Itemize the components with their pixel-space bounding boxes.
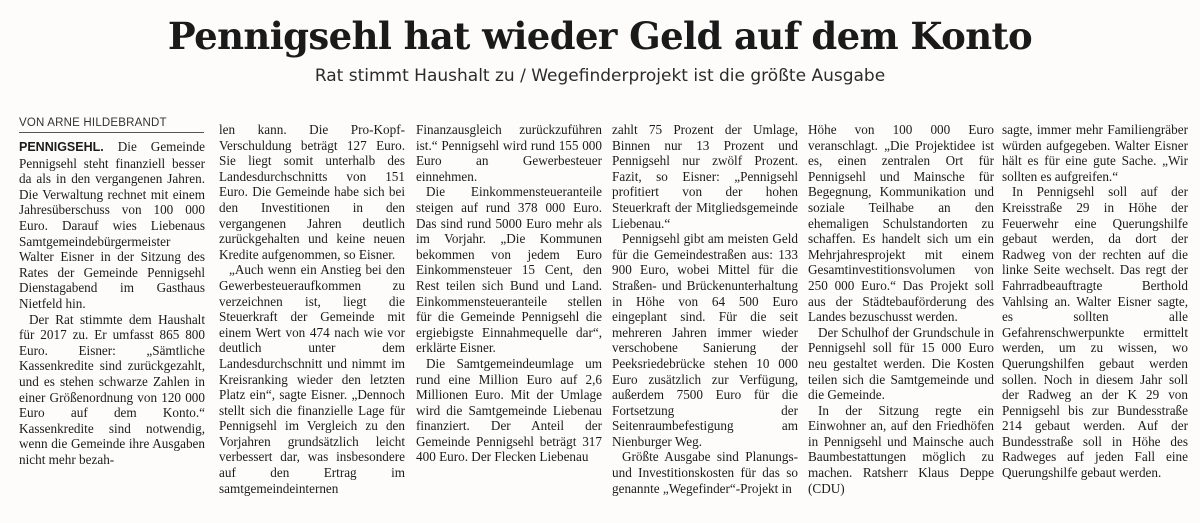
paragraph: sagte, immer mehr Familiengräber würden aufgegeben. Walter Eisner hält es für eine gute Sache. „Wir sollten es aufgreifen.“ bbox=[1002, 122, 1188, 184]
paragraph: Pennigsehl gibt am meisten Geld für die Gemeindestraßen aus: 133 900 Euro, wobei Mittel für die Straßen- und Brückenunterhaltung in Höhe von 64 500 Euro eingeplant sind. Für die seit mehreren Jahren immer wieder verschobene Sanierung der Peeksriedebrücke stehen 10 000 Euro zusätzlich zur Verfügung, außerdem 7500 Euro für die Fortsetzung der Seitenraumbefestigung am Nienburger Weg. bbox=[612, 231, 798, 449]
article-column-4 bbox=[612, 122, 798, 496]
byline-divider bbox=[19, 132, 204, 133]
paragraph: In Pennigsehl soll auf der Kreisstraße 29 in Höhe der Feuerwehr eine Querungshilfe gebaut werden, da dort der Radweg von der rechten auf die linke Seite wechselt. Das regt der Fahrradbeauftragte Berthold Vahlsing an. Walter Eisner sagte, es sollten alle Gefahrenschwerpunkte ermittelt werden, um zu wissen, wo Querungshilfen gebaut werden sollen. Noch in diesem Jahr soll der Radweg an der K 29 von Pennigsehl bis zur Bundesstraße 214 gebaut werden. Auf der Bundesstraße soll in Höhe des Radweges auf jeden Fall eine Querungshilfe gebaut werden. bbox=[1002, 184, 1188, 481]
paragraph: Die Einkommensteueranteile steigen auf rund 378 000 Euro. Das sind rund 5000 Euro mehr als im Vorjahr. „Die Kommunen bekommen von jedem Euro Einkommensteuer 15 Cent, den Rest teilen sich Bund und Land. Einkommensteueranteile stellen für die Gemeinde Pennigsehl die ergiebigste Einnahmequelle dar“, erklärte Eisner. bbox=[416, 184, 602, 356]
paragraph: In der Sitzung regte ein Einwohner an, auf den Friedhöfen in Pennigsehl und Mainsche auch Baumbestattungen möglich zu machen. Ratsherr Klaus Deppe (CDU) bbox=[808, 402, 994, 496]
article-column-3 bbox=[416, 122, 602, 465]
paragraph: Der Schulhof der Grundschule in Pennigsehl soll für 15 000 Euro neu gestaltet werden. Die Kosten teilen sich die Samtgemeinde und die Gemeinde. bbox=[808, 324, 994, 403]
paragraph: Größte Ausgabe sind Planungs- und Investitionskosten für das so genannte „Wegefinder“-Projekt in bbox=[612, 449, 798, 496]
paragraph: „Auch wenn ein Anstieg bei den Gewerbesteueraufkommen zu verzeichnen ist, liegt die Steuerkraft der Gemeinde mit einem Wert von 474 nach wie vor deutlich unter dem Landesdurchschnitt und nimmt im Kreisranking wieder den letzten Platz ein“, sagte Eisner. „Dennoch stellt sich die finanzielle Lage für Pennigsehl im Vergleich zu den Vorjahren grundsätzlich leicht verbessert dar, was insbesondere auf den Ertrag im samtgemeindeinternen bbox=[219, 262, 405, 496]
paragraph-text: Die Gemeinde Pennigsehl steht finanziell besser da als in den vergangenen Jahren. Die Verwaltung rechnet mit einem Jahresüberschuss von 100 000 Euro. Darauf wies Liebenaus Samtgemeindebürgermeister Walter Eisner in der Sitzung des Rates der Gemeinde Pennigsehl Dienstagabend im Gasthaus Nietfeld hin. bbox=[19, 139, 205, 311]
paragraph: Höhe von 100 000 Euro veranschlagt. „Die Projektidee ist es, einen zentralen Ort für Pennigsehl und Mainsche für Begegnung, Kommunikation und soziale Teilhabe an den ehemaligen Schulstandorten zu schaffen. Es handelt sich um ein Mehrjahresprojekt mit einem Gesamtinvestitionsvolumen von 250 000 Euro.“ Das Projekt soll aus der Städtebauförderung des Landes bezuschusst werden. bbox=[808, 122, 994, 325]
article-column-5 bbox=[808, 122, 994, 496]
dateline: PENNIGSEHL. bbox=[19, 140, 104, 154]
paragraph: zahlt 75 Prozent der Umlage, Binnen nur 13 Prozent und Pennigsehl nur zwölf Prozent. Fazit, so Eisner: „Pennigsehl profitiert von der hohen Steuerkraft der Mitgliedsgemeinde Liebenau.“ bbox=[612, 122, 798, 231]
paragraph: Der Rat stimmte dem Haushalt für 2017 zu. Er umfasst 865 800 Euro. Eisner: „Sämtliche Kassenkredite sind zurückgezahlt, und es stehen schwarze Zahlen in einer Größenordnung von 120 000 Euro auf dem Konto.“ Kassenkredite sind notwendig, wenn die Gemeinde ihre Ausgaben nicht mehr bezah- bbox=[19, 311, 205, 467]
byline: VON ARNE HILDEBRANDT bbox=[19, 117, 167, 129]
subheadline: Rat stimmt Haushalt zu / Wegefinderprojekt ist die größte Ausgabe bbox=[314, 66, 886, 86]
paragraph: len kann. Die Pro-Kopf-Verschuldung beträgt 127 Euro. Sie liegt somit unterhalb des Landesdurchschnitts von 151 Euro. Die Gemeinde habe sich bei den Investitionen in den vergangenen Jahren deutlich zurückgehalten und keine neuen Kredite aufgenommen, so Eisner. bbox=[219, 122, 405, 262]
headline: Pennigsehl hat wieder Geld auf dem Konto bbox=[167, 14, 1033, 58]
paragraph bbox=[19, 139, 205, 312]
article-column-1 bbox=[19, 139, 205, 467]
paragraph: Finanzausgleich zurückzuführen ist.“ Pennigsehl wird rund 155 000 Euro an Gewerbesteuer einnehmen. bbox=[416, 122, 602, 184]
article-column-2 bbox=[219, 122, 405, 496]
paragraph: Die Samtgemeindeumlage um rund eine Million Euro auf 2,6 Millionen Euro. Mit der Umlage wird die Samtgemeinde Liebenau finanziert. Der Anteil der Gemeinde Pennigsehl beträgt 317 400 Euro. Der Flecken Liebenau bbox=[416, 355, 602, 465]
article-column-6 bbox=[1002, 122, 1188, 481]
